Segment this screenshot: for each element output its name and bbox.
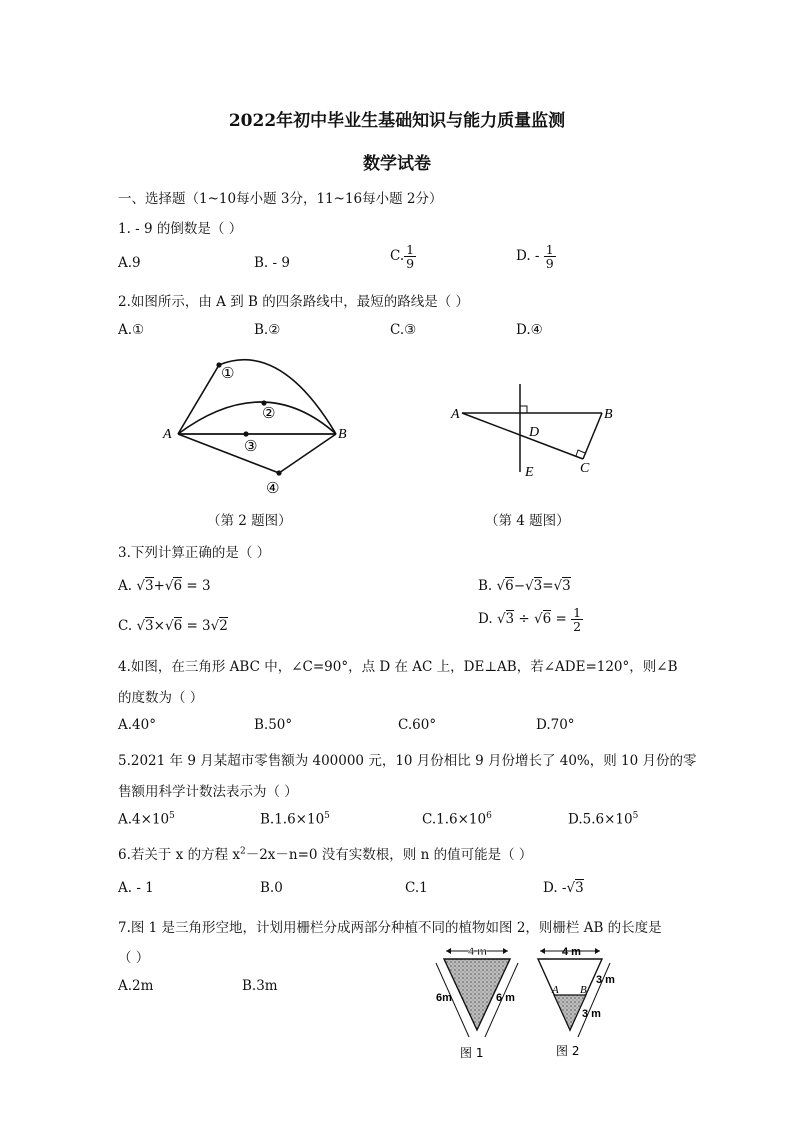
q7-stem-line1: 7.图 1 是三角形空地，计划用栅栏分成两部分种植不同的植物如图 2，则栅栏 AB 的长度是: [118, 920, 662, 936]
q2-option-d: D.④: [516, 322, 543, 338]
fig7-2-upper-label: 3 m: [596, 974, 615, 986]
q3-d-equals: =: [551, 611, 572, 628]
route-2-path: [178, 402, 336, 434]
q3-b-radicand-2: 3: [533, 578, 543, 594]
q1-d-numerator: 1: [545, 242, 554, 257]
q6-option-b: B.0: [260, 880, 283, 896]
q3-a-radicand-2: 6: [173, 578, 183, 594]
q6-stem-exponent: 2: [239, 846, 246, 857]
q5-a-exponent: 5: [169, 811, 175, 821]
q1-c-numerator: 1: [406, 242, 415, 257]
q3-b-operator: −: [513, 578, 526, 594]
q7-option-b: B.3m: [242, 978, 278, 994]
q2-option-b: B.②: [254, 322, 281, 338]
q6-stem-post: －2x－n=0 没有实数根，则 n 的值可能是（ ）: [245, 847, 533, 863]
q5-a-base: A.4×10: [118, 811, 170, 828]
fig7-2-point-a: A: [552, 984, 559, 996]
route-4-dot: [276, 470, 281, 475]
section-heading: 一、选择题（1~10每小题 3分，11~16每小题 2分）: [118, 191, 443, 207]
fig7-1-caption: 图 1: [460, 1046, 484, 1060]
q3-c-radicand-1: 3: [145, 618, 154, 634]
q1-option-d: [516, 243, 556, 270]
right-angle-mark-c: [576, 450, 585, 456]
route-1-path: [178, 360, 336, 434]
q3-c-result: = 3: [182, 618, 211, 634]
q3-option-b: B. √6−√3=√3: [478, 578, 571, 594]
q1-option-c-fraction: [404, 243, 416, 270]
q1-stem: 1. - 9 的倒数是（ ）: [118, 221, 243, 237]
q7-option-a: A.2m: [118, 978, 154, 994]
q5-b-exponent: 5: [324, 811, 330, 821]
q6-option-d: D. -√3: [543, 880, 584, 896]
q1-c-denominator: 9: [406, 256, 415, 272]
q6-option-c: C.1: [405, 880, 428, 896]
q4-option-d: D.70°: [536, 717, 575, 733]
segment-bc: [583, 413, 602, 459]
q3-c-operator: ×: [153, 618, 165, 634]
q2-option-c: C.③: [390, 322, 417, 338]
q1-option-c: [390, 243, 416, 270]
q3-d-radicand-2: 6: [542, 611, 552, 628]
q3-b-prefix: B.: [478, 578, 497, 594]
q7-stem-line2: （ ）: [118, 950, 150, 966]
q5-d-base: D.5.6×10: [568, 811, 633, 828]
q6-d-prefix: D. -: [543, 880, 567, 896]
figure-q2-caption: （第 2 题图）: [207, 513, 292, 529]
q1-option-a: A.9: [118, 255, 141, 271]
q5-stem-line2: 售额用科学计数法表示为（ ）: [118, 784, 298, 800]
q3-c-radicand-3: 2: [219, 618, 228, 634]
q2-stem: 2.如图所示，由 A 到 B 的四条路线中，最短的路线是（ ）: [118, 294, 470, 310]
point-b-label: B: [338, 427, 347, 442]
q3-a-result: = 3: [182, 578, 211, 594]
fig7-1-left-label: 6m: [436, 992, 452, 1004]
q6-stem-pre: 6.若关于 x 的方程 x: [118, 847, 240, 863]
q6-option-a: A. - 1: [118, 880, 154, 896]
fig7-2-top-arrowhead-right: [595, 948, 600, 954]
q3-a-operator: +: [153, 578, 165, 594]
q3-d-radicand-1: 3: [505, 611, 515, 628]
q3-b-radicand-3: 3: [562, 578, 571, 594]
figure-q4-triangle: [445, 380, 625, 490]
route-3-label: ③: [244, 437, 258, 455]
q6-stem: [118, 843, 532, 863]
segment-ac: [462, 413, 583, 459]
q3-b-equals: =: [542, 578, 554, 594]
figure-q7-fences: [430, 945, 630, 1065]
q1-option-d-prefix: D. -: [516, 248, 544, 265]
q3-a-radicand-1: 3: [144, 578, 154, 594]
q5-option-c: [422, 811, 492, 828]
fig7-1-top-label: 4 m: [468, 946, 487, 958]
figure-q4-caption: （第 4 题图）: [485, 513, 570, 529]
exam-title: 2022年初中毕业生基础知识与能力质量监测: [228, 111, 566, 131]
q5-option-a: [118, 811, 175, 828]
q3-d-prefix: D.: [478, 611, 497, 628]
fig4-label-a: A: [451, 407, 460, 422]
q1-d-denominator: 9: [545, 256, 554, 272]
q3-b-radicand-1: 6: [505, 578, 514, 594]
q4-stem-line1: 4.如图，在三角形 ABC 中，∠C=90°，点 D 在 AC 上，DE⊥AB，若∠ADE=120°，则∠B: [118, 659, 678, 675]
fig7-2-lower-label: 3 m: [582, 1008, 601, 1020]
fig4-label-d: D: [529, 425, 540, 440]
fig4-label-b: B: [604, 407, 613, 422]
q4-option-a: A.40°: [118, 717, 156, 733]
q1-option-b: B. - 9: [254, 255, 290, 271]
route-4-label: ④: [266, 479, 280, 497]
fig7-1-right-label: 6 m: [496, 992, 515, 1004]
q3-c-radicand-2: 6: [173, 618, 183, 634]
q4-option-c: C.60°: [398, 717, 437, 733]
q3-option-d: D. √3 ÷ √6 = $\frac{1}{2}$: [478, 605, 582, 635]
right-angle-mark-e: [520, 406, 527, 413]
q3-option-c: C. √3×√6 = 3√2: [118, 618, 228, 634]
figure-q2-routes: [160, 350, 390, 500]
fig7-2-point-b: B: [580, 984, 587, 996]
q3-c-prefix: C.: [118, 618, 137, 634]
q3-d-numerator: 1: [573, 605, 582, 620]
route-1-label: ①: [221, 364, 235, 382]
q5-d-exponent: 5: [632, 811, 639, 821]
point-a-label: A: [163, 427, 172, 442]
fig4-label-c: C: [580, 461, 590, 476]
q4-option-b: B.50°: [254, 717, 293, 733]
fig7-2-top-label: 4 m: [562, 946, 581, 958]
fig4-label-e: E: [525, 465, 534, 480]
q4-stem-line2: 的度数为（ ）: [118, 690, 204, 706]
fig7-2-caption: 图 2: [556, 1044, 580, 1058]
q5-c-exponent: 6: [486, 811, 492, 821]
q1-option-d-fraction: [544, 243, 556, 270]
q3-d-fraction: [571, 606, 583, 633]
q3-stem: 3.下列计算正确的是（ ）: [118, 545, 271, 561]
q3-d-operator: ÷: [514, 611, 535, 628]
route-3-dot: [243, 431, 248, 436]
fig7-1-top-arrowhead-left: [446, 948, 451, 954]
fig7-1-top-arrowhead-right: [503, 948, 508, 954]
q5-stem-line1: 5.2021 年 9 月某超市零售额为 400000 元，10 月份相比 9 月份增长了 40%，则 10 月份的零: [118, 753, 697, 769]
q3-option-a: A. √3+√6 = 3: [118, 578, 211, 594]
q1-option-c-prefix: C.: [390, 248, 405, 265]
q5-option-b: [260, 811, 330, 828]
q3-a-prefix: A.: [118, 578, 137, 594]
q6-d-radicand: 3: [575, 880, 584, 896]
q5-c-base: C.1.6×10: [422, 811, 487, 828]
route-2-label: ②: [262, 404, 276, 422]
q2-option-a: A.①: [118, 322, 145, 338]
q5-option-d: [568, 811, 638, 828]
q3-d-denominator: 2: [573, 619, 582, 635]
q5-b-base: B.1.6×10: [260, 811, 325, 828]
fig7-2-top-arrowhead-left: [540, 948, 545, 954]
exam-subtitle: 数学试卷: [363, 154, 431, 174]
